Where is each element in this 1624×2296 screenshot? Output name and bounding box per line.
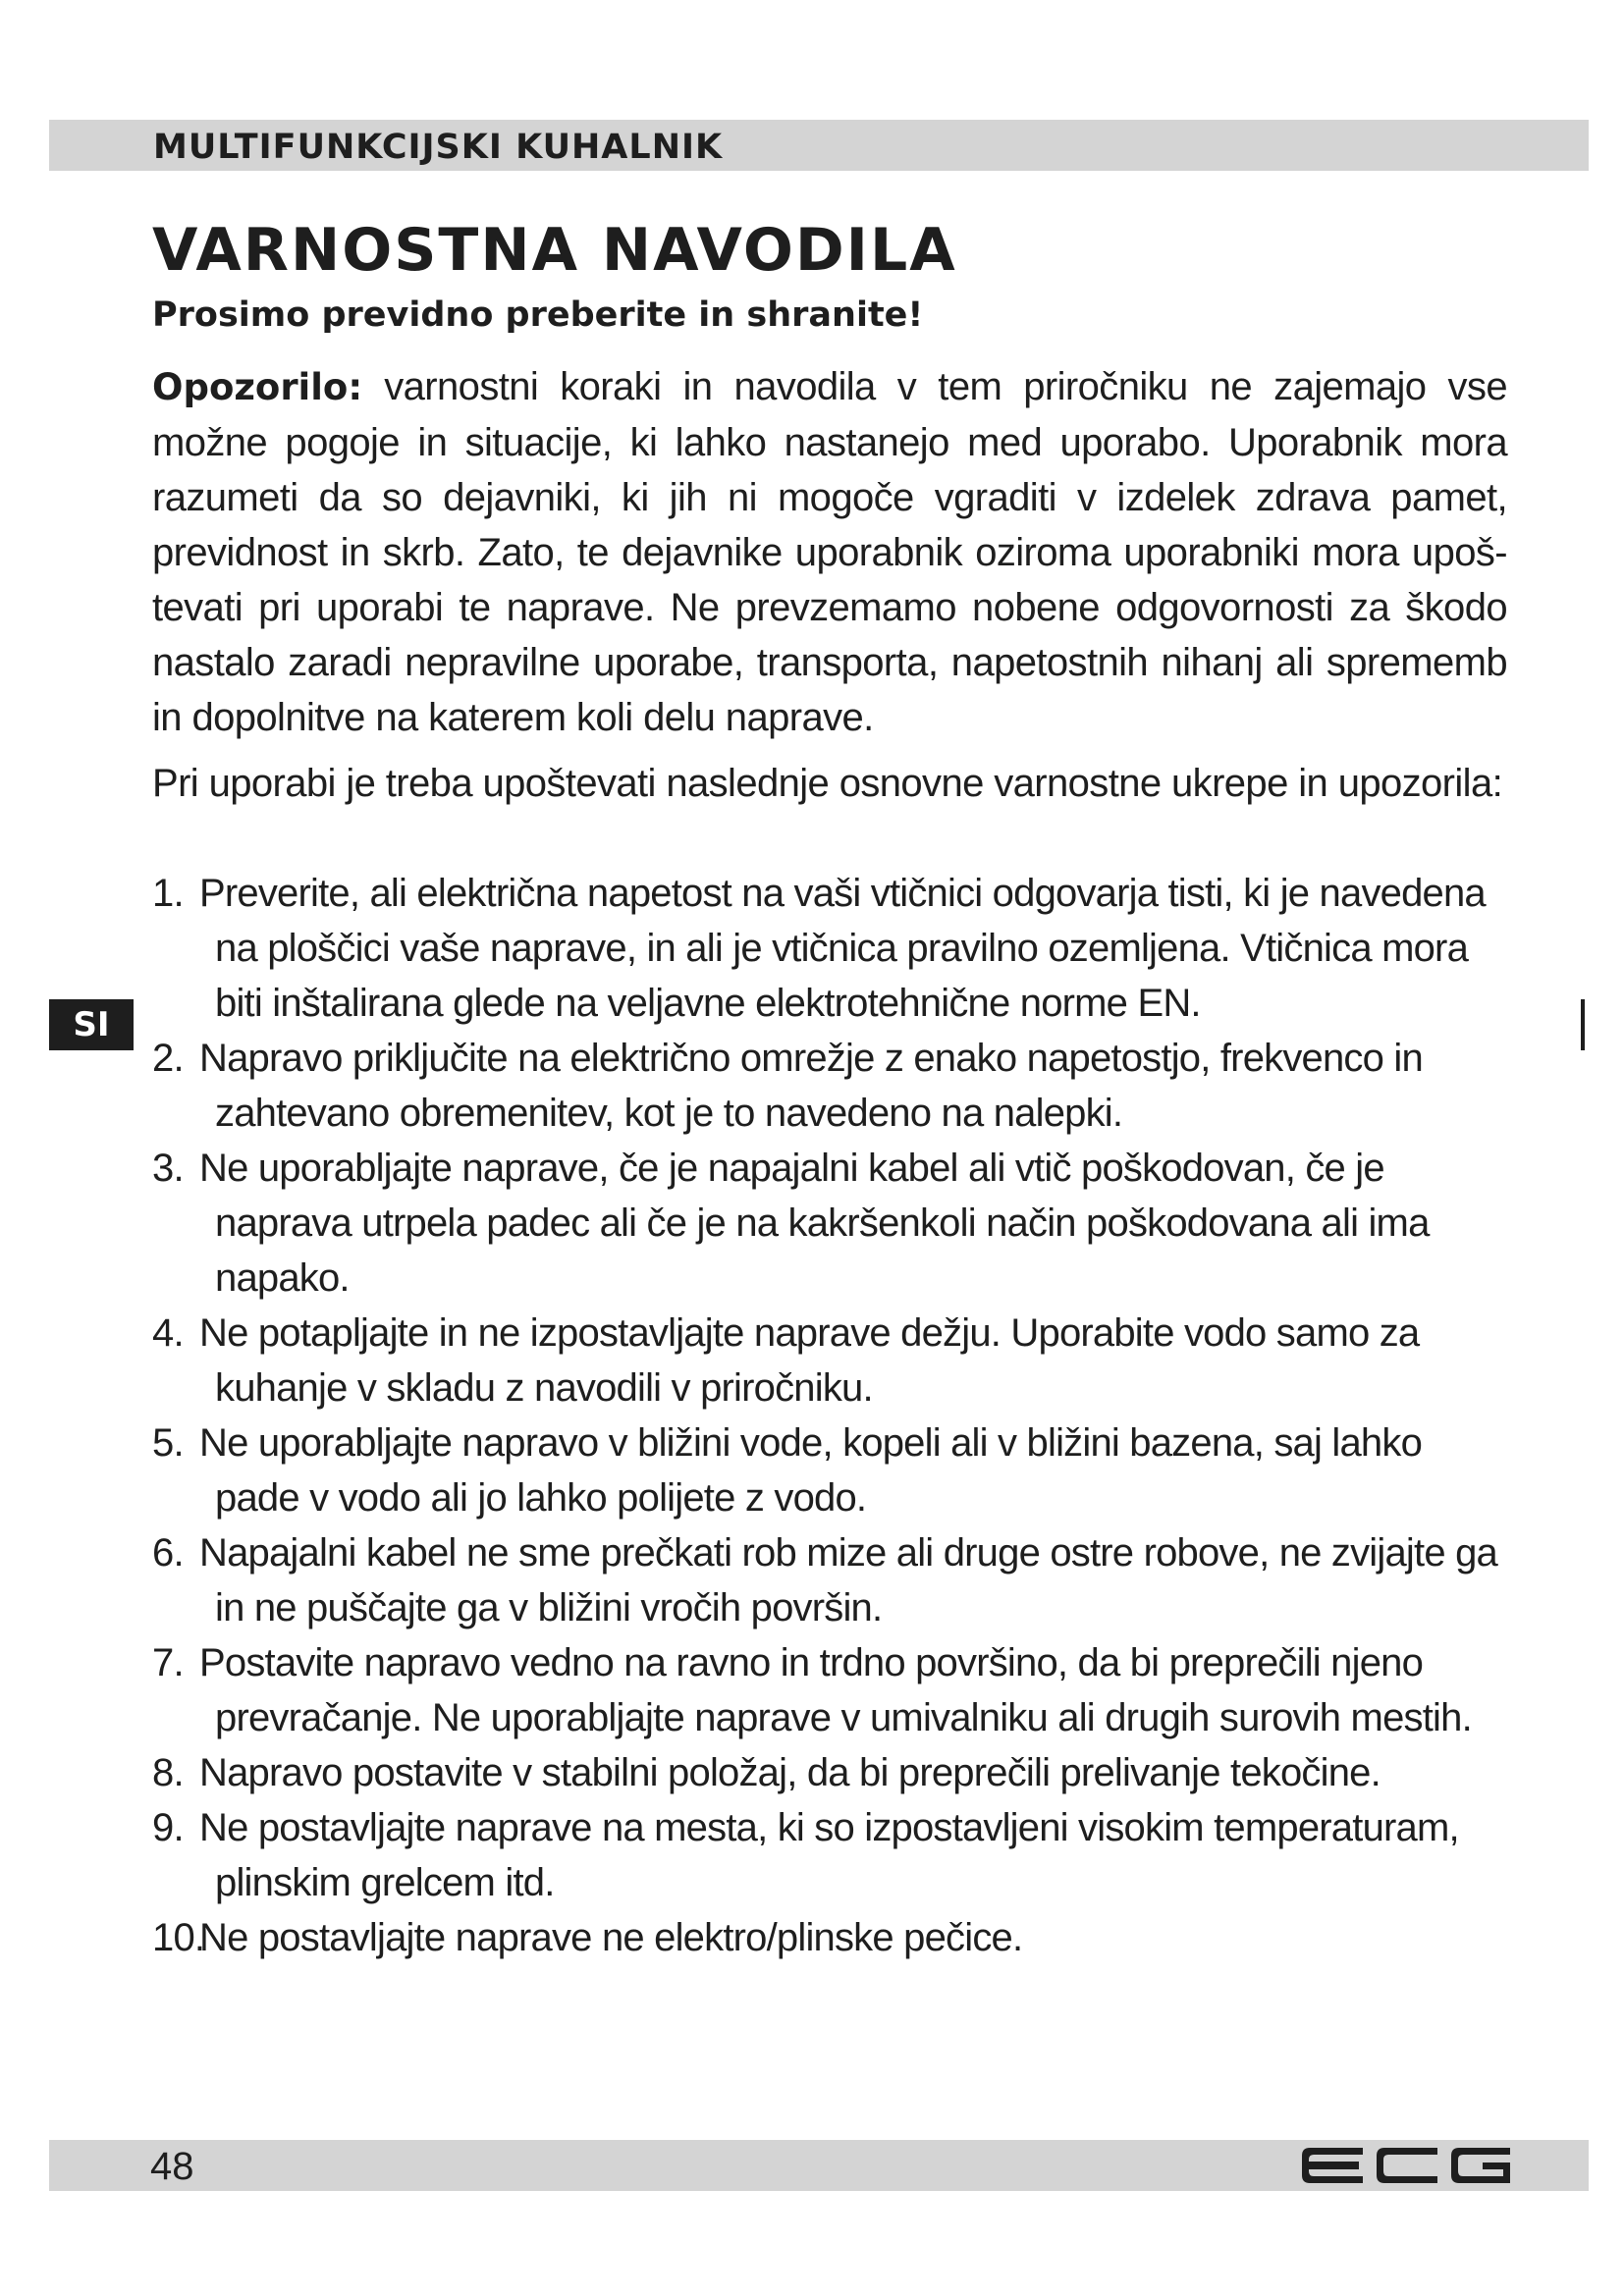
list-item: [152, 1141, 1512, 1306]
list-item-text: Napravo priključite na električno omrežje z enako napetostjo, frekvenco in zahtevano obremenitev, kot je to navedeno na nalepki.: [199, 1037, 1423, 1135]
list-item: [152, 1910, 1512, 1965]
list-item-text: Ne uporabljajte naprave, če je napajalni kabel ali vtič poškodovan, če je naprava utrpela padec ali če je na kakršenkoli način poškodovana ali ima napako.: [199, 1147, 1430, 1300]
list-item-number: 4.: [152, 1311, 184, 1355]
page-number: 48: [150, 2145, 194, 2188]
list-item-text: Ne uporabljajte napravo v bližini vode, kopeli ali v bližini bazena, saj lahko pade v vodo ali jo lahko polijete z vodo.: [199, 1421, 1423, 1520]
list-item: [152, 1635, 1512, 1745]
list-item: [152, 1745, 1512, 1800]
page-title: VARNOSTNA NAVODILA: [152, 216, 957, 285]
page-edge-marker: [1581, 999, 1585, 1050]
list-item-number: 1.: [152, 872, 184, 915]
header-bar: [49, 120, 1589, 171]
list-item: [152, 1031, 1512, 1141]
list-item-number: 10.: [152, 1916, 205, 1959]
list-item-number: 7.: [152, 1641, 184, 1684]
warning-paragraph: [152, 359, 1507, 745]
ecg-logo: [1302, 2148, 1510, 2183]
list-item: [152, 1525, 1512, 1635]
list-item-number: 8.: [152, 1751, 184, 1794]
list-item-text: Ne potapljajte in ne izpostavljajte naprave dežju. Uporabite vodo samo za kuhanje v skladu z navodili v priročniku.: [199, 1311, 1420, 1410]
list-item-number: 6.: [152, 1531, 184, 1575]
list-item-text: Napajalni kabel ne sme prečkati rob mize ali druge ostre robove, ne zvijajte ga in ne puščajte ga v bližini vročih površin.: [199, 1531, 1497, 1629]
list-item-text: Napravo postavite v stabilni položaj, da bi preprečili prelivanje tekočine.: [199, 1751, 1380, 1794]
list-item-text: Postavite napravo vedno na ravno in trdno površino, da bi preprečili njeno prevračanje. Ne uporabljajte naprave v umivalniku ali drugih surovih mestih.: [199, 1641, 1472, 1739]
header-title: MULTIFUNKCIJSKI KUHALNIK: [153, 128, 724, 167]
list-item-text: Preverite, ali električna napetost na vaši vtičnici odgovarja tisti, ki je navedena na ploščici vaše naprave, in ali je vtičnica pravilno ozemljena. Vtičnica mora biti inštalirana glede na veljavne elektrotehnične norme EN.: [199, 872, 1486, 1025]
list-item-number: 5.: [152, 1421, 184, 1465]
list-item-text: Ne postavljajte naprave ne elektro/plinske pečice.: [199, 1916, 1023, 1959]
footer-bar: [49, 2140, 1589, 2191]
intro-paragraph: Pri uporabi je treba upoštevati naslednje osnovne varnostne ukrepe in upozorila:: [152, 762, 1503, 805]
list-item-number: 3.: [152, 1147, 184, 1190]
language-tab: SI: [49, 999, 134, 1050]
list-item-text: Ne postavljajte naprave na mesta, ki so izpostavljeni visokim temperaturam, plinskim grelcem itd.: [199, 1806, 1459, 1904]
page-subtitle: Prosimo previdno preberite in shranite!: [152, 295, 924, 335]
instruction-list: [152, 866, 1512, 1965]
list-item-number: 9.: [152, 1806, 184, 1849]
list-item: [152, 1306, 1512, 1415]
warning-label: Opozorilo:: [152, 366, 363, 408]
warning-text: varnostni koraki in navodila v tem priročniku ne zajemajo vse možne pogoje in situacije, ki lahko nastanejo med uporabo. Uporabnik mora razumeti da so dejavniki, ki jih ni mogoče vgraditi v izdelek zdrava pamet, previdnost in skrb. Zato, te dejavnike uporabnik oziroma uporabniki mora upoš-tevati pri uporabi te naprave. Ne prevzemamo nobene odgovornosti za škodo nastalo zaradi nepravilne uporabe, transporta, napetostnih nihanj ali sprememb in dopolnitve na katerem koli delu naprave.: [152, 365, 1507, 739]
list-item: [152, 1415, 1512, 1525]
list-item: [152, 1800, 1512, 1910]
list-item-number: 2.: [152, 1037, 184, 1080]
list-item: [152, 866, 1512, 1031]
